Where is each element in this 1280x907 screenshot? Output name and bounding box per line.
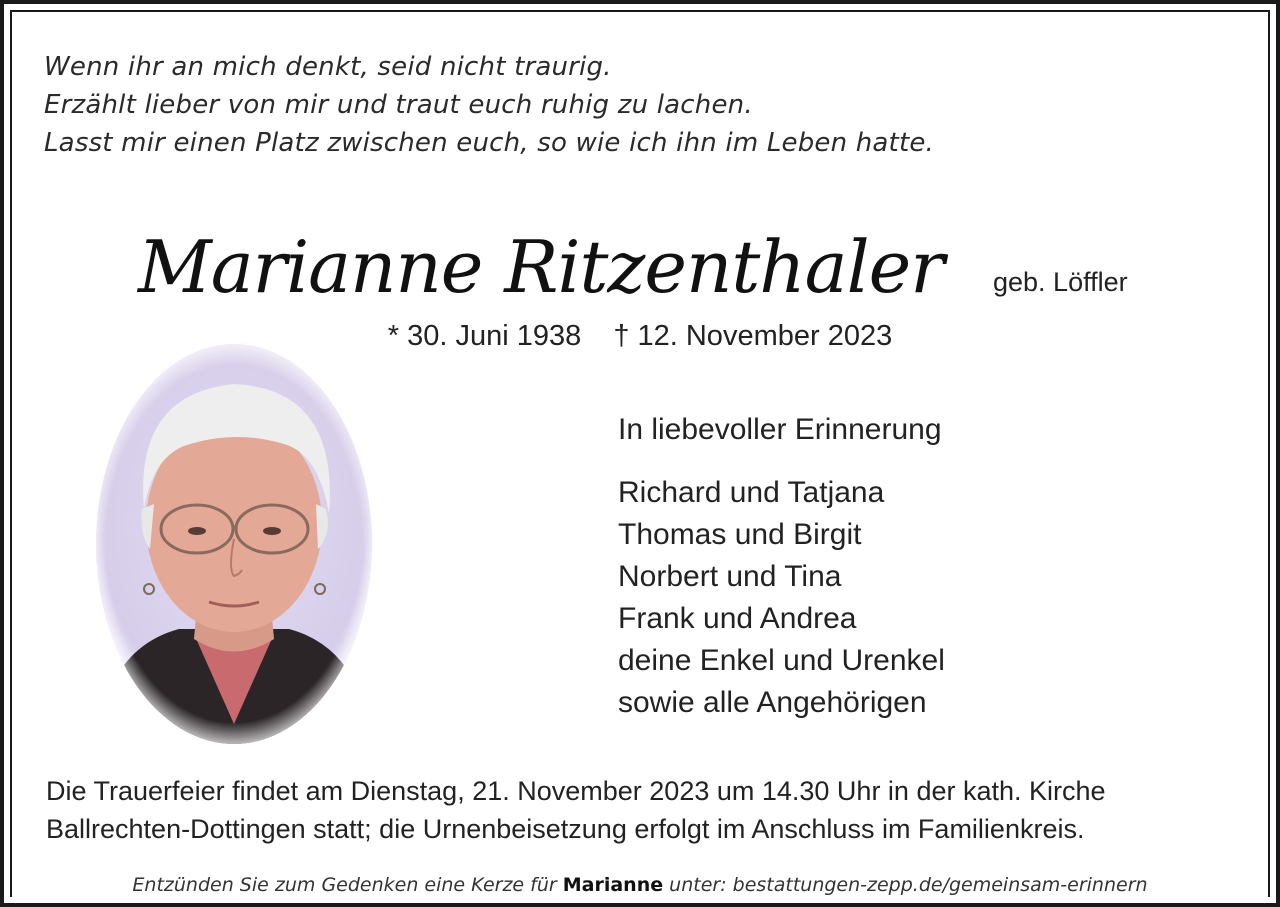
mourner-line: deine Enkel und Urenkel [618, 644, 945, 677]
funeral-line: Ballrechten-Dottingen statt; die Urnenbeisetzung erfolgt im Anschluss im Familienkreis. [46, 814, 1085, 844]
verse-line: Lasst mir einen Platz zwischen euch, so wie ich ihn im Leben hatte. [44, 128, 934, 158]
mourner-line: Frank und Andrea [618, 602, 857, 635]
footer-name: Marianne [562, 874, 664, 896]
mourners-list [618, 472, 945, 724]
mourner-line: Thomas und Birgit [618, 518, 862, 551]
footer-prefix: Entzünden Sie zum Gedenken eine Kerze für [132, 874, 557, 896]
death-date: † 12. November 2023 [613, 320, 893, 352]
verse-line: Erzählt lieber von mir und traut euch ruhig zu lachen. [44, 90, 753, 120]
closing-phrase: In liebevoller Erinnerung [618, 413, 942, 446]
deceased-name: Marianne Ritzenthaler [138, 225, 944, 309]
memorial-verse [44, 48, 934, 162]
verse-line: Wenn ihr an mich denkt, seid nicht traurig. [44, 52, 612, 82]
birth-date: * 30. Juni 1938 [387, 320, 582, 352]
name-row [0, 222, 1280, 312]
portrait-photo [84, 334, 384, 754]
footer-link[interactable]: unter: bestattungen-zepp.de/gemeinsam-erinnern [669, 874, 1148, 896]
funeral-line: Die Trauerfeier findet am Dienstag, 21. November 2023 um 14.30 Uhr in der kath. Kirche [46, 776, 1106, 806]
portrait-image [84, 334, 384, 754]
candle-footer [0, 870, 1280, 900]
mourner-line: Norbert und Tina [618, 560, 842, 593]
mourner-line: Richard und Tatjana [618, 476, 885, 509]
funeral-notice [46, 772, 1106, 848]
birth-name: geb. Löffler [993, 267, 1128, 297]
mourner-line: sowie alle Angehörigen [618, 686, 927, 719]
